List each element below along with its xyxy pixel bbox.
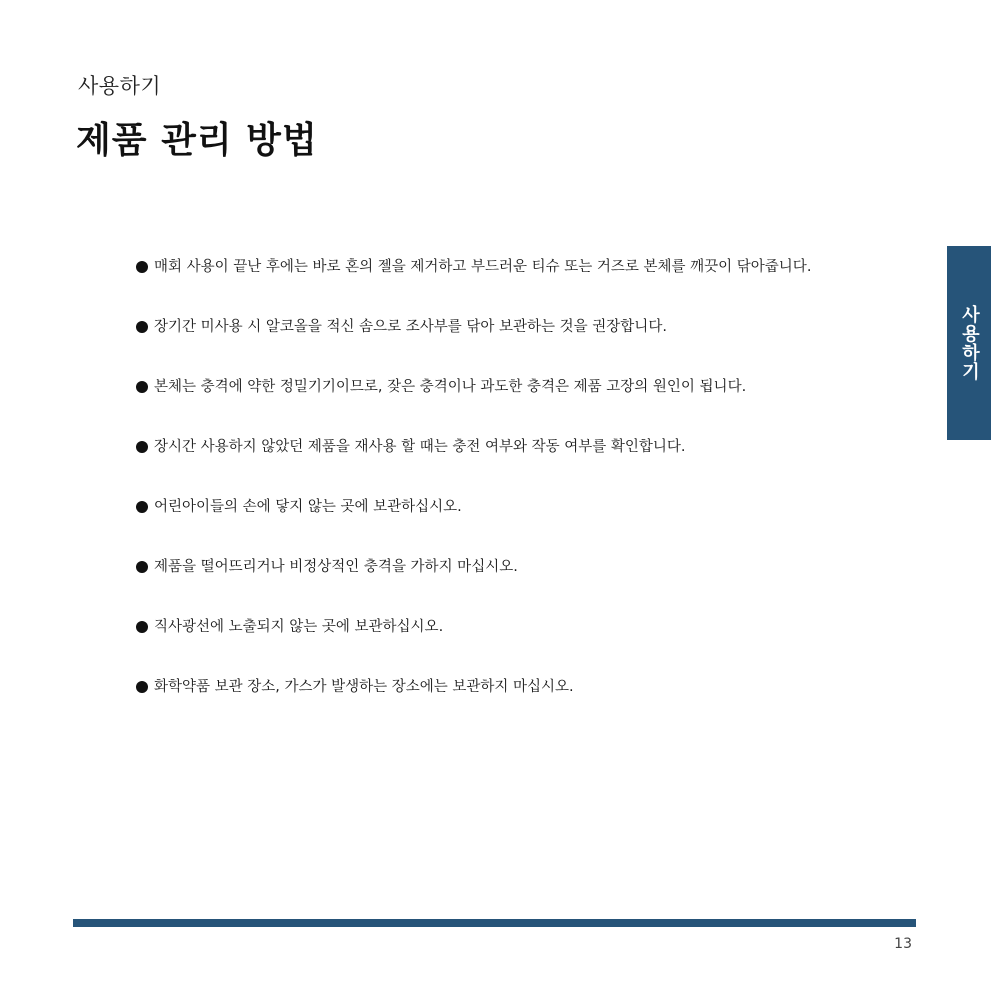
bullet-icon [136, 501, 148, 513]
list-item-text: 장기간 미사용 시 알코올을 적신 솜으로 조사부를 닦아 보관하는 것을 권장합니다. [154, 319, 667, 335]
list-item-text: 어린아이들의 손에 닿지 않는 곳에 보관하십시오. [154, 499, 462, 515]
list-item-text: 장시간 사용하지 않았던 제품을 재사용 할 때는 충전 여부와 작동 여부를 확인합니다. [154, 439, 686, 455]
list-item-text: 매회 사용이 끝난 후에는 바로 혼의 젤을 제거하고 부드러운 티슈 또는 거즈로 본체를 깨끗이 닦아줍니다. [154, 259, 812, 275]
section-side-tab [947, 246, 991, 440]
list-item [134, 252, 814, 282]
side-tab-label: 사용하기 [959, 305, 980, 381]
bullet-icon [136, 261, 148, 273]
list-item [134, 372, 814, 402]
list-item [134, 552, 814, 582]
list-item [134, 672, 814, 702]
bullet-icon [136, 321, 148, 333]
list-item [134, 612, 814, 642]
bullet-icon [136, 441, 148, 453]
care-instructions-list [134, 252, 814, 732]
list-item [134, 312, 814, 342]
list-item-text: 화학약품 보관 장소, 가스가 발생하는 장소에는 보관하지 마십시오. [154, 679, 574, 695]
list-item-text: 본체는 충격에 약한 정밀기기이므로, 잦은 충격이나 과도한 충격은 제품 고장의 원인이 됩니다. [154, 379, 747, 395]
bullet-icon [136, 381, 148, 393]
list-item [134, 432, 814, 462]
footer-rule [73, 919, 916, 927]
page-number: 13 [894, 936, 912, 952]
bullet-icon [136, 621, 148, 633]
bullet-icon [136, 561, 148, 573]
section-label: 사용하기 [78, 74, 162, 98]
bullet-icon [136, 681, 148, 693]
list-item-text: 직사광선에 노출되지 않는 곳에 보관하십시오. [154, 619, 444, 635]
list-item-text: 제품을 떨어뜨리거나 비정상적인 충격을 가하지 마십시오. [154, 559, 518, 575]
list-item [134, 492, 814, 522]
page-title: 제품 관리 방법 [76, 120, 318, 161]
